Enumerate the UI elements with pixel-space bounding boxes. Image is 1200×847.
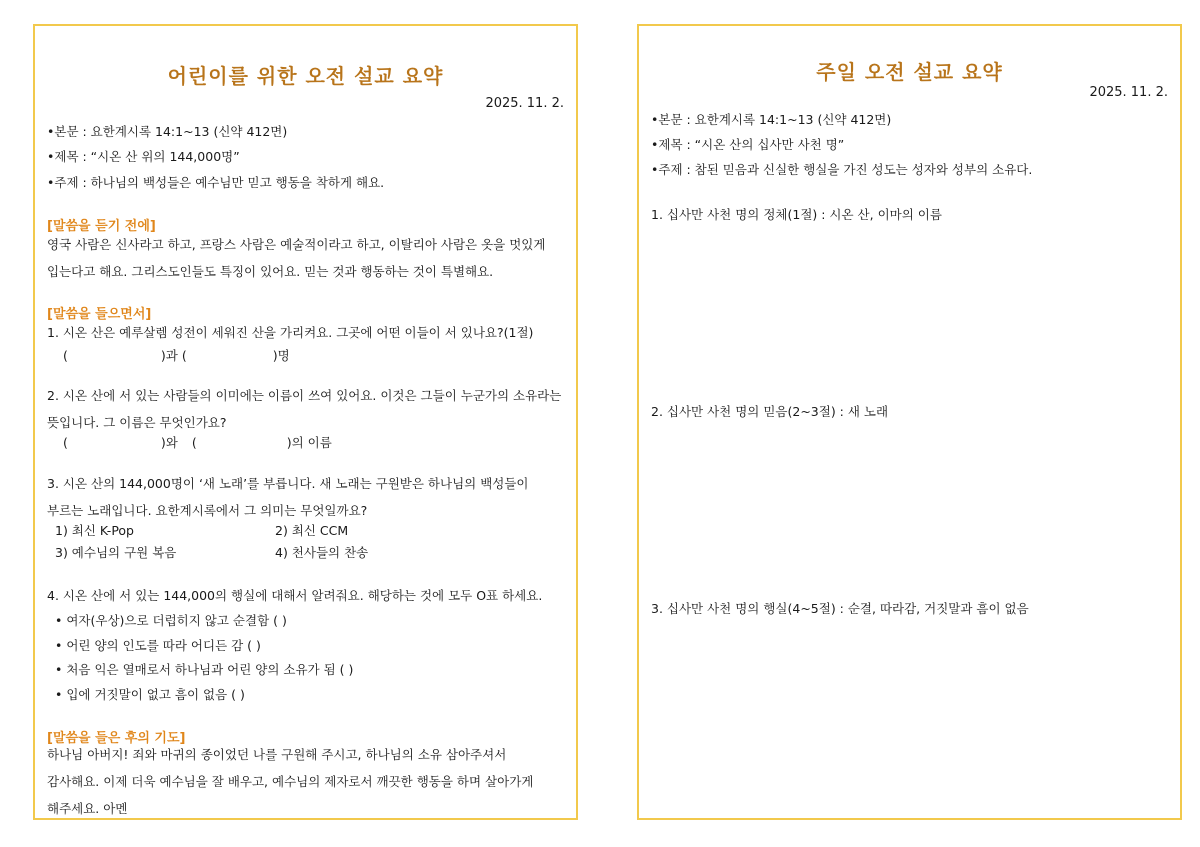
q4-item-4: • 입에 거짓말이 없고 흠이 없음 ( )	[55, 687, 245, 702]
after-heading: [말씀을 들은 후의 기도]	[47, 731, 186, 746]
children-sermon-page	[33, 24, 578, 820]
sermon-date: 2025. 11. 2.	[1089, 85, 1168, 100]
before-text: 영국 사람은 신사라고 하고, 프랑스 사람은 예술적이라고 하고, 이탈리아 사람은 옷을 멋있게 입는다고 해요. 그리스도인들도 특징이 있어요. 믿는 것과 행동하는 것이 특별해요.	[47, 237, 546, 279]
q3-option-2: 2) 최신 CCM	[275, 523, 349, 538]
theme-line: •주제 : 참된 믿음과 신실한 행실을 가진 성도는 성자와 성부의 소유다.	[651, 162, 1033, 177]
q4-item-3: • 처음 익은 열매로서 하나님과 어린 양의 소유가 됨 ( )	[55, 662, 354, 677]
page-title: 주일 오전 설교 요약	[816, 60, 1003, 84]
scripture-line: •본문 : 요한계시록 14:1~13 (신약 412면)	[651, 112, 892, 127]
scripture-line: •본문 : 요한계시록 14:1~13 (신약 412면)	[47, 124, 288, 139]
page-title: 어린이를 위한 오전 설교 요약	[167, 64, 444, 88]
point-2: 2. 십사만 사천 명의 믿음(2~3절) : 새 노래	[651, 404, 889, 419]
question-1-answer	[63, 346, 290, 364]
q4-item-1: • 여자(우상)으로 더럽히지 않고 순결함 ( )	[55, 613, 287, 628]
sunday-sermon-page	[637, 24, 1182, 820]
question-3: 3. 시온 산의 144,000명이 ‘새 노래’를 부릅니다. 새 노래는 구원받은 하나님의 백성들이 부르는 노래입니다. 요한계시록에서 그 의미는 무엇일까요?	[47, 476, 529, 518]
blank-open-2: (	[191, 435, 197, 450]
theme-line: •주제 : 하나님의 백성들은 예수님만 믿고 행동을 착하게 해요.	[47, 175, 385, 190]
subject-line: •제목 : “시온 산 위의 144,000명”	[47, 149, 240, 164]
sermon-date: 2025. 11. 2.	[485, 96, 564, 111]
blank-mid: )과 (	[160, 348, 187, 363]
blank-end: )명	[272, 348, 290, 363]
point-3: 3. 십사만 사천 명의 행실(4~5절) : 순결, 따라감, 거짓말과 흠이 없음	[651, 601, 1029, 616]
blank-mid: )와	[160, 435, 178, 450]
q4-item-2: • 어린 양의 인도를 따라 어디든 감 ( )	[55, 638, 261, 653]
during-heading: [말씀을 들으면서]	[47, 307, 152, 322]
blank-open: (	[63, 435, 68, 450]
question-2-answer	[63, 433, 332, 451]
q3-option-3: 3) 예수님의 구원 복음	[55, 545, 177, 560]
q3-option-1: 1) 최신 K-Pop	[55, 523, 134, 538]
question-4: 4. 시온 산에 서 있는 144,000의 행실에 대해서 알려줘요. 해당하는 것에 모두 O표 하세요.	[47, 588, 543, 603]
subject-line: •제목 : “시온 산의 십사만 사천 명”	[651, 137, 845, 152]
blank-end: )의 이름	[286, 435, 332, 450]
point-1: 1. 십사만 사천 명의 정체(1절) : 시온 산, 이마의 이름	[651, 207, 942, 222]
question-1: 1. 시온 산은 예루살렘 성전이 세워진 산을 가리켜요. 그곳에 어떤 이들이 서 있나요?(1절)	[47, 325, 534, 340]
before-heading: [말씀을 듣기 전에]	[47, 219, 156, 234]
q3-option-4: 4) 천사들의 찬송	[275, 545, 369, 560]
prayer-text: 하나님 아버지! 죄와 마귀의 종이었던 나를 구원해 주시고, 하나님의 소유 삼아주셔서 감사해요. 이제 더욱 예수님을 잘 배우고, 예수님의 제자로서 깨끗한 행동을 하며 살아가게 해주세요. 아멘	[47, 747, 534, 816]
question-2: 2. 시온 산에 서 있는 사람들의 이미에는 이름이 쓰여 있어요. 이것은 그들이 누군가의 소유라는 뜻입니다. 그 이름은 무엇인가요?	[47, 388, 562, 430]
blank-open: (	[63, 348, 68, 363]
